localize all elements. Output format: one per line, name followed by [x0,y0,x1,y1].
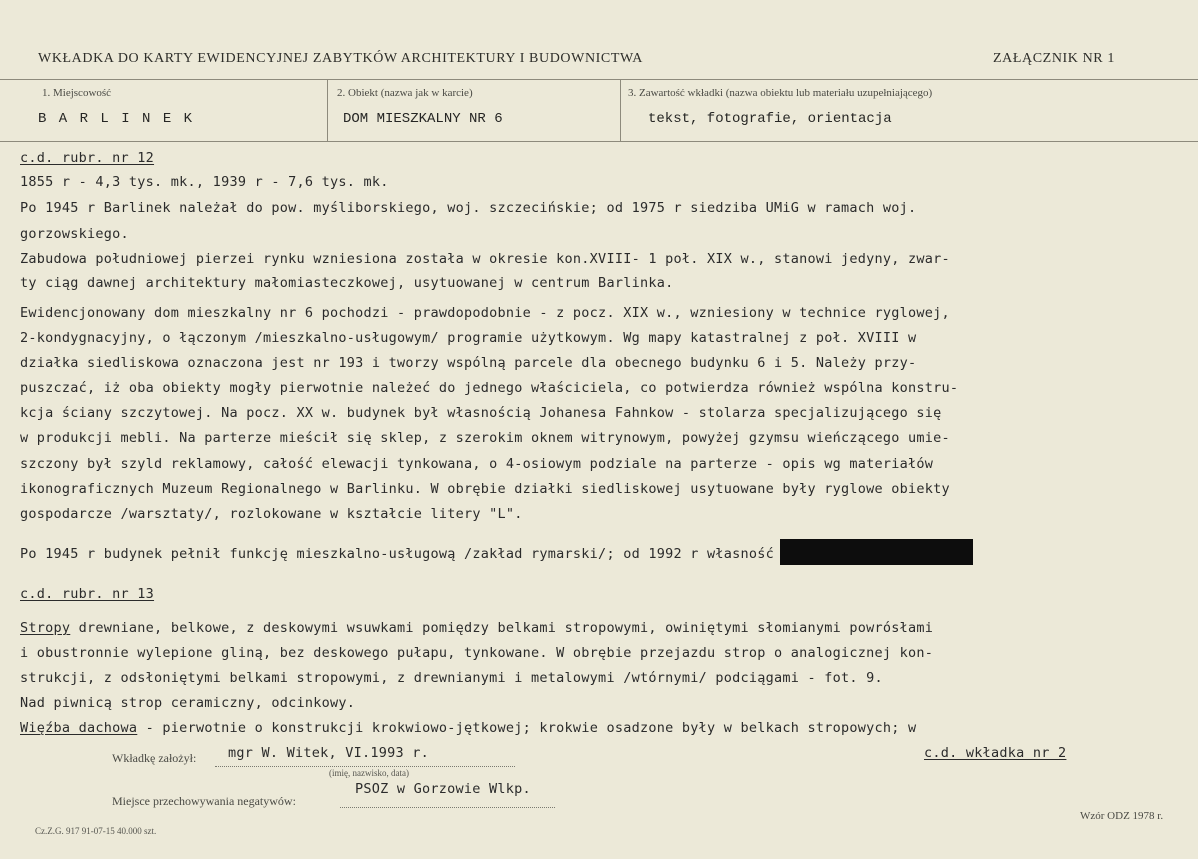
redaction-bar [780,539,973,565]
body-line: gorzowskiego. [20,226,129,242]
continuation-note: c.d. wkładka nr 2 [924,745,1067,761]
column-divider-2 [620,79,621,141]
field-contents-value: tekst, fotografie, orientacja [648,111,892,127]
author-dotted-line [215,766,515,767]
body-line: w produkcji mebli. Na parterze mieścił się sklep, z szerokim oknem witrynowym, powyżej gzymsu wieńczącego umie- [20,430,950,446]
body-line: i obustronnie wylepione gliną, bez deskowego pułapu, tynkowane. W obrębie przejazdu strop o analogicznej kon- [20,645,934,661]
body-line-text: drewniane, belkowe, z deskowymi wsuwkami pomiędzy belkami stropowymi, owiniętymi słomianymi powrósłami [70,620,934,636]
field-locality-label: 1. Miejscowość [42,87,112,99]
body-line: szczony był szyld reklamowy, całość elewacji tynkowana, o 4-osiowym podziale na parterze - opis wg materiałów [20,456,934,472]
body-line: Zabudowa południowej pierzei rynku wzniesiona została w okresie kon.XVIII- 1 poł. XIX w., stanowi jedyny, zwar- [20,251,950,267]
body-line: ikonograficznych Muzeum Regionalnego w Barlinku. W obrębie działki siedliskowej usytuowane były ryglowe obiekty [20,481,950,497]
author-label: Wkładkę założył: [112,751,197,765]
section-12-heading: c.d. rubr. nr 12 [20,150,155,166]
term-stropy: Stropy [20,620,71,636]
negatives-label: Miejsce przechowywania negatywów: [112,794,296,808]
body-line: gospodarcze /warsztaty/, rozlokowane w kształcie litery "L". [20,506,523,522]
body-line: działka siedliskowa oznaczona jest nr 193 i tworzy wspólną parcele dla obecnego budynku 6 i 5. Należy przy- [20,355,917,371]
body-line: Po 1945 r Barlinek należał do pow. myśliborskiego, woj. szczecińskie; od 1975 r siedziba UMiG w ramach woj. [20,200,917,216]
body-line [20,620,933,636]
table-top-rule [0,79,1198,80]
template-note: Wzór ODZ 1978 r. [1080,810,1164,822]
negatives-dotted-line [340,807,555,808]
body-line [20,720,916,736]
body-line: ty ciąg dawnej architektury małomiasteczkowej, usytuowanej w centrum Barlinka. [20,275,674,291]
body-line-text: - pierwotnie o konstrukcji krokwiowo-jętkowej; krokwie osadzone były w belkach stropowych; w [137,720,917,736]
body-line: puszczać, iż oba obiekty mogły pierwotnie należeć do jednego właściciela, co potwierdza również wspólna konstru- [20,380,959,396]
body-line: 1855 r - 4,3 tys. mk., 1939 r - 7,6 tys. mk. [20,174,389,190]
author-hint: (imię, nazwisko, data) [329,768,409,778]
field-locality-value: B A R L I N E K [38,111,195,127]
field-contents-label: 3. Zawartość wkładki (nazwa obiektu lub materiału uzupełniającego) [628,87,933,99]
section-13-heading: c.d. rubr. nr 13 [20,586,155,602]
ownership-text: Po 1945 r budynek pełnił funkcję mieszkalno-usługową /zakład rymarski/; od 1992 r własność [20,546,774,562]
negatives-value: PSOZ w Gorzowie Wlkp. [355,781,531,797]
author-value: mgr W. Witek, VI.1993 r. [228,745,430,761]
body-line: Ewidencjonowany dom mieszkalny nr 6 pochodzi - prawdopodobnie - z pocz. XIX w., wzniesiony w technice ryglowej, [20,305,950,321]
form-title: WKŁADKA DO KARTY EWIDENCYJNEJ ZABYTKÓW ARCHITEKTURY I BUDOWNICTWA [38,51,643,66]
term-wiezba: Więźba dachowa [20,720,138,736]
column-divider-1 [327,79,328,141]
body-line: 2-kondygnacyjny, o łączonym /mieszkalno-usługowym/ programie użytkowym. Wg mapy katastralnej z poł. XVIII w [20,330,917,346]
field-object-label: 2. Obiekt (nazwa jak w karcie) [337,87,473,99]
body-line: kcja ściany szczytowej. Na pocz. XX w. budynek był własnością Johanesa Fahnkow - stolarza specjalizującego się [20,405,942,421]
body-line: Nad piwnicą strop ceramiczny, odcinkowy. [20,695,356,711]
annex-number: ZAŁĄCZNIK NR 1 [993,51,1115,66]
body-line: strukcji, z odsłoniętymi belkami stropowymi, z drewnianymi i metalowymi /wtórnymi/ podciągami - fot. 9. [20,670,883,686]
table-bottom-rule [0,141,1198,142]
ownership-line [20,541,973,567]
field-object-value: DOM MIESZKALNY NR 6 [343,111,503,127]
printer-note: Cz.Z.G. 917 91-07-15 40.000 szt. [35,826,157,836]
